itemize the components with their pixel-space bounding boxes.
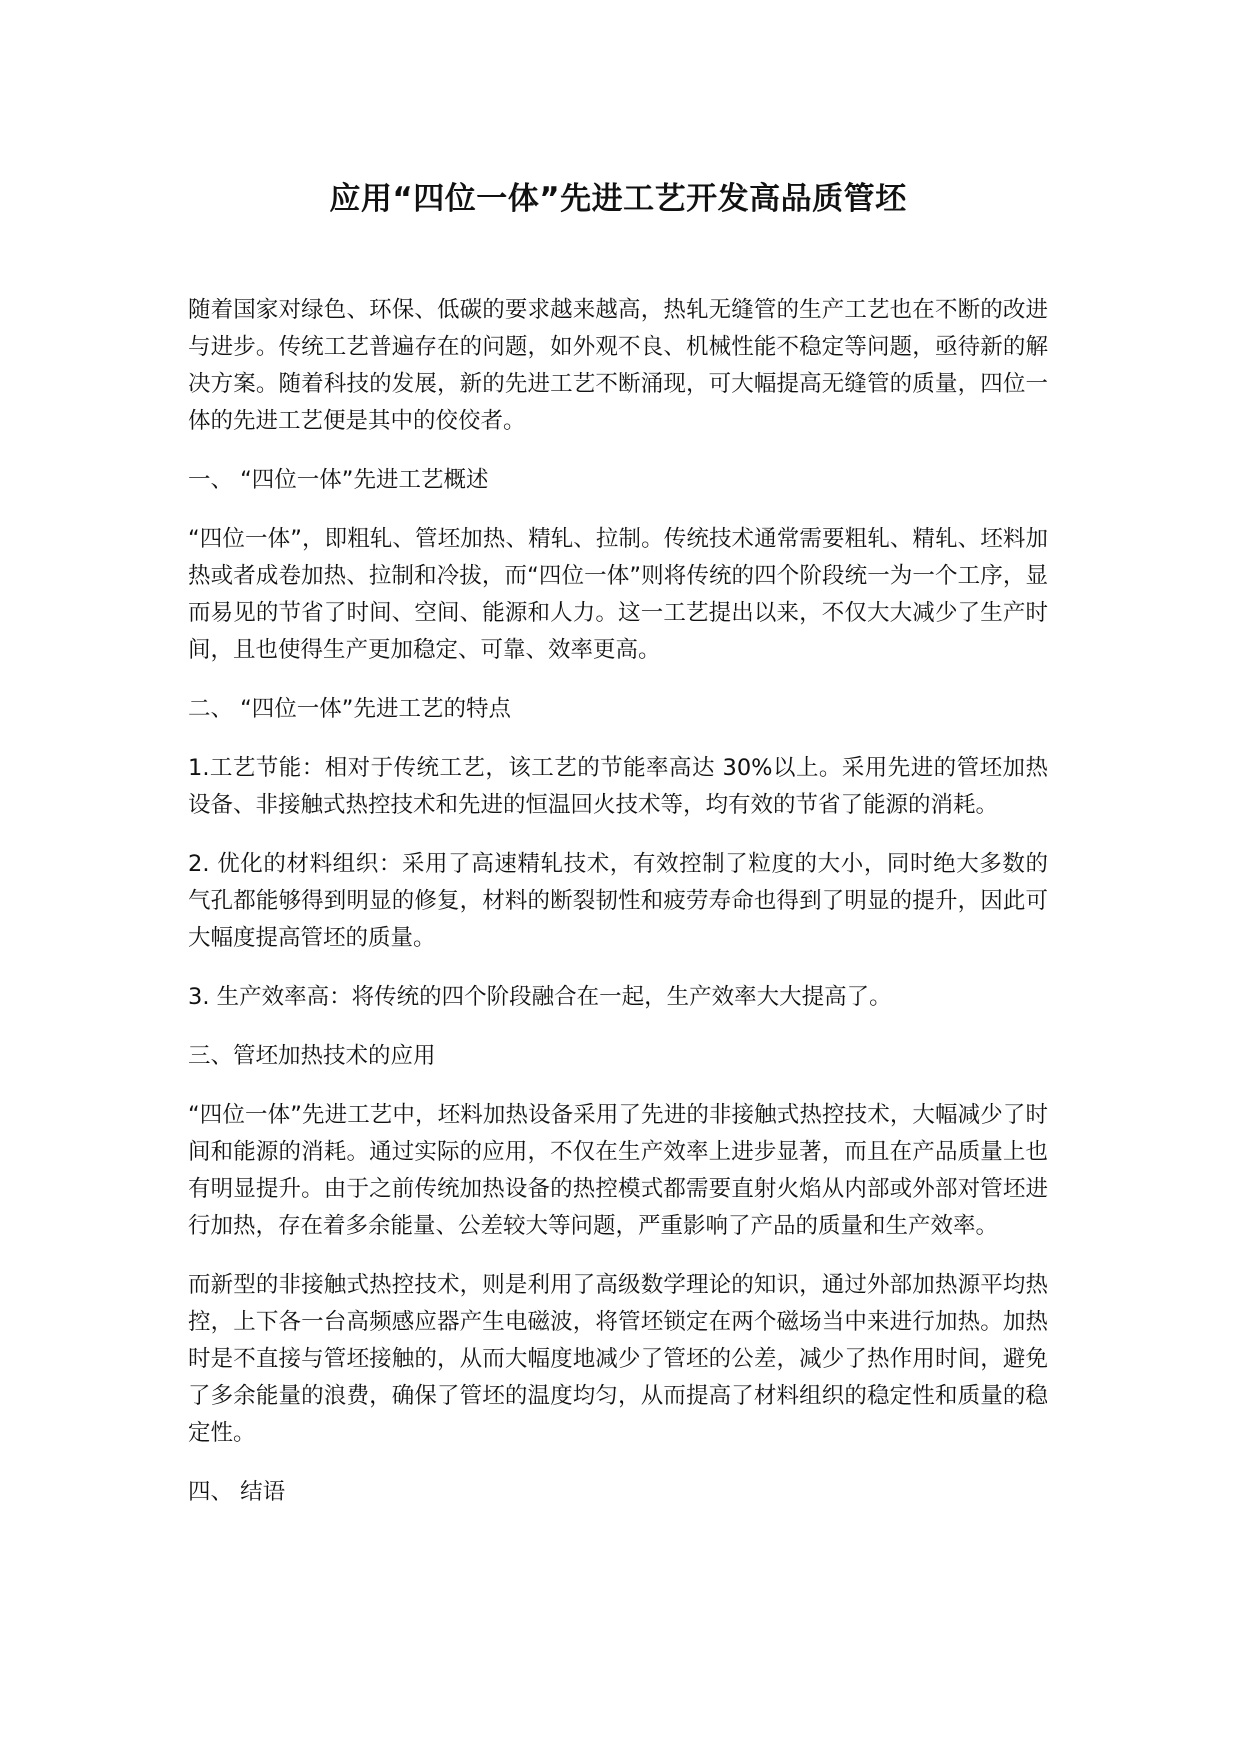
section-heading-features: 二、 “四位一体”先进工艺的特点 [188, 696, 511, 722]
document-title: 应用“四位一体”先进工艺开发高品质管坯 [329, 181, 907, 217]
section-heading-overview: 一、 “四位一体”先进工艺概述 [188, 467, 489, 493]
overview-paragraph: “四位一体”，即粗轧、管坯加热、精轧、拉制。传统技术通常需要粗轧、精轧、坯料加热或者成卷加热、拉制和冷拔，而“四位一体”则将传统的四个阶段统一为一个工序，显而易见的节省了时间、空间、能源和人力。这一工艺提出以来，不仅大大减少了生产时间，且也使得生产更加稳定、可靠、效率更高。 [188, 526, 1048, 663]
heating-paragraph-2: 而新型的非接触式热控技术，则是利用了高级数学理论的知识，通过外部加热源平均热控，上下各一台高频感应器产生电磁波，将管坯锁定在两个磁场当中来进行加热。加热时是不直接与管坯接触的，从而大幅度地减少了管坯的公差，减少了热作用时间，避免了多余能量的浪费，确保了管坯的温度均匀，从而提高了材料组织的稳定性和质量的稳定性。 [188, 1272, 1048, 1446]
feature-point-energy: 1.工艺节能：相对于传统工艺，该工艺的节能率高达 30%以上。采用先进的管坯加热设备、非接触式热控技术和先进的恒温回火技术等，均有效的节省了能源的消耗。 [188, 755, 1048, 818]
section-heading-conclusion: 四、 结语 [188, 1479, 286, 1505]
document-page [188, 178, 1048, 1533]
heating-paragraph-1: “四位一体”先进工艺中，坯料加热设备采用了先进的非接触式热控技术，大幅减少了时间和能源的消耗。通过实际的应用，不仅在生产效率上进步显著，而且在产品质量上也有明显提升。由于之前传统加热设备的热控模式都需要直射火焰从内部或外部对管坯进行加热，存在着多余能量、公差较大等问题，严重影响了产品的质量和生产效率。 [188, 1102, 1048, 1239]
feature-point-material: 2. 优化的材料组织：采用了高速精轧技术，有效控制了粒度的大小，同时绝大多数的气孔都能够得到明显的修复，材料的断裂韧性和疲劳寿命也得到了明显的提升，因此可大幅度提高管坯的质量。 [188, 851, 1048, 951]
section-heading-heating: 三、管坯加热技术的应用 [188, 1043, 436, 1069]
feature-point-efficiency: 3. 生产效率高：将传统的四个阶段融合在一起，生产效率大大提高了。 [188, 984, 892, 1010]
intro-paragraph: 随着国家对绿色、环保、低碳的要求越来越高，热轧无缝管的生产工艺也在不断的改进与进步。传统工艺普遍存在的问题，如外观不良、机械性能不稳定等问题，亟待新的解决方案。随着科技的发展，新的先进工艺不断涌现，可大幅提高无缝管的质量，四位一体的先进工艺便是其中的佼佼者。 [188, 297, 1048, 434]
